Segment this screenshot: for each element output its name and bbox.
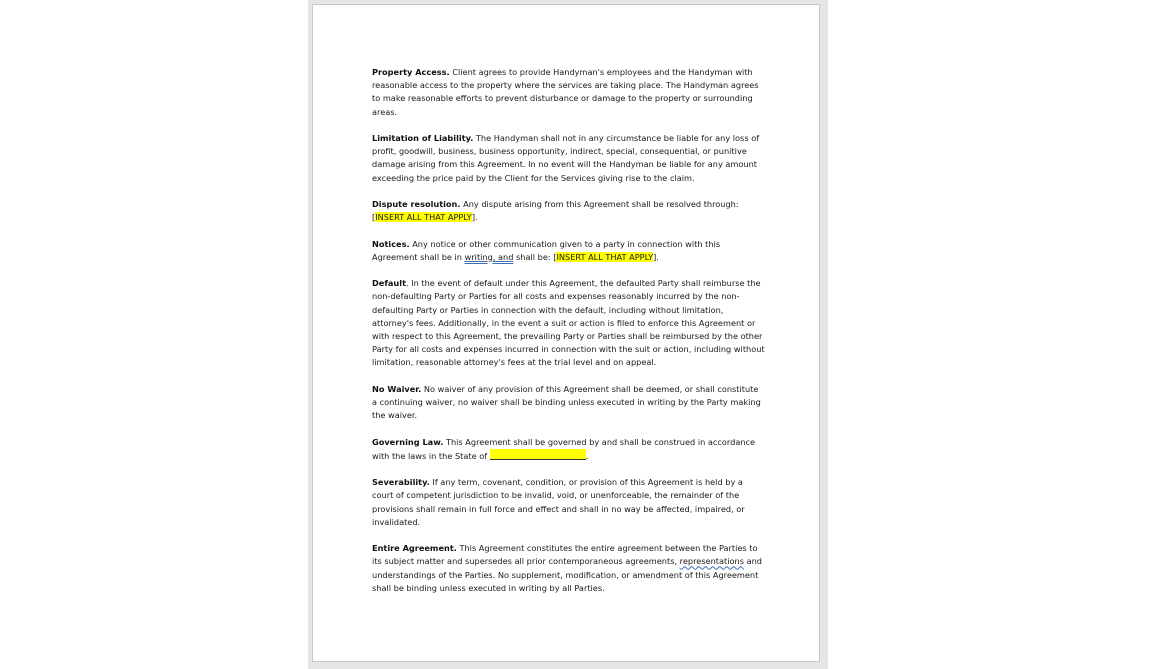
section-text: and understandings of the Parties. No supplement, modification, or amendment of this Agreement shall be binding unless executed in writing by all Parties. xyxy=(372,556,762,593)
section-heading: Entire Agreement. xyxy=(372,543,457,554)
section-heading: Property Access. xyxy=(372,67,450,77)
section-text: No waiver of any provision of this Agreement shall be deemed, or shall constitute a continuing waiver, no waiver shall be binding unless executed in writing by the Party making the waiver. xyxy=(372,383,761,421)
section-heading: Dispute resolution. xyxy=(372,199,461,209)
page-canvas[interactable] xyxy=(308,0,828,669)
section-limitation-of-liability[interactable] xyxy=(372,132,766,185)
document-page[interactable] xyxy=(312,4,820,662)
section-dispute-resolution[interactable] xyxy=(372,198,766,224)
section-text: ]. xyxy=(471,212,478,223)
section-no-waiver[interactable] xyxy=(372,383,766,423)
section-text: This Agreement shall be governed by and shall be construed in accordance with the laws in the State of xyxy=(372,436,756,461)
section-text: This Agreement constitutes the entire agreement between the Parties to its subject matter and supersedes all prior contemporaneous agreements, xyxy=(372,543,758,567)
section-text: . In the event of default under this Agreement, the defaulted Party shall reimburse the non-defaulting Party or Parties for all costs and expenses reasonably incurred by the non-defaulting Party or Parties in connection with the default, including without limitation, attorney's fees. Additionally, in the event a suit or action is filed to enforce this Agreement or with respect to this Agreement, the prevailing Party or Parties shall be reimbursed by the other Party for all costs and expenses incurred in connection with the suit or action, including without limitation, reasonable attorney's fees at the trial level and on appeal. xyxy=(372,278,765,368)
state-blank-field[interactable] xyxy=(490,449,586,460)
section-heading: Default xyxy=(372,278,406,289)
section-heading: Notices. xyxy=(372,238,410,249)
section-text: shall be: [ xyxy=(513,251,557,262)
placeholder-highlight[interactable]: INSERT ALL THAT APPLY xyxy=(375,212,472,223)
section-default[interactable] xyxy=(372,277,766,369)
section-heading: Governing Law. xyxy=(372,436,444,447)
section-text: The Handyman shall not in any circumstance be liable for any loss of profit, goodwill, business, business opportunity, indirect, special, consequential, or punitive damage arising from this Agreement. In no event will the Handyman be liable for any amount exceeding the price paid by the Client for the Services giving rise to the claim. xyxy=(372,133,760,183)
section-heading: Limitation of Liability. xyxy=(372,133,474,143)
section-entire-agreement[interactable] xyxy=(372,542,766,595)
grammar-flagged-text[interactable]: writing, and xyxy=(464,251,514,262)
section-governing-law[interactable] xyxy=(372,436,766,463)
section-notices[interactable] xyxy=(372,238,766,264)
section-text: Any dispute arising from this Agreement shall be resolved through: [ xyxy=(372,199,739,223)
section-heading: No Waiver. xyxy=(372,383,422,394)
section-text: ]. xyxy=(653,251,659,262)
document-body[interactable] xyxy=(372,66,766,608)
section-property-access[interactable] xyxy=(372,66,766,119)
section-heading: Severability. xyxy=(372,477,430,488)
section-severability[interactable] xyxy=(372,476,766,529)
section-text: Client agrees to provide Handyman's employees and the Handyman with reasonable access to the property where the services are taking place. The Handyman agrees to make reasonable efforts to prevent disturbance or damage to the property or surrounding areas. xyxy=(372,67,759,117)
section-text: Any notice or other communication given to a party in connection with this Agreement shall be in xyxy=(372,238,721,262)
placeholder-highlight[interactable]: INSERT ALL THAT APPLY xyxy=(556,251,654,262)
section-text: If any term, covenant, condition, or provision of this Agreement is held by a court of competent jurisdiction to be invalid, void, or unenforceable, the remainder of the provisions shall remain in full force and effect and shall in no way be affected, impaired, or invalidated. xyxy=(372,477,745,527)
section-text: . xyxy=(585,450,589,461)
spelling-flagged-text[interactable]: representations xyxy=(679,556,744,567)
